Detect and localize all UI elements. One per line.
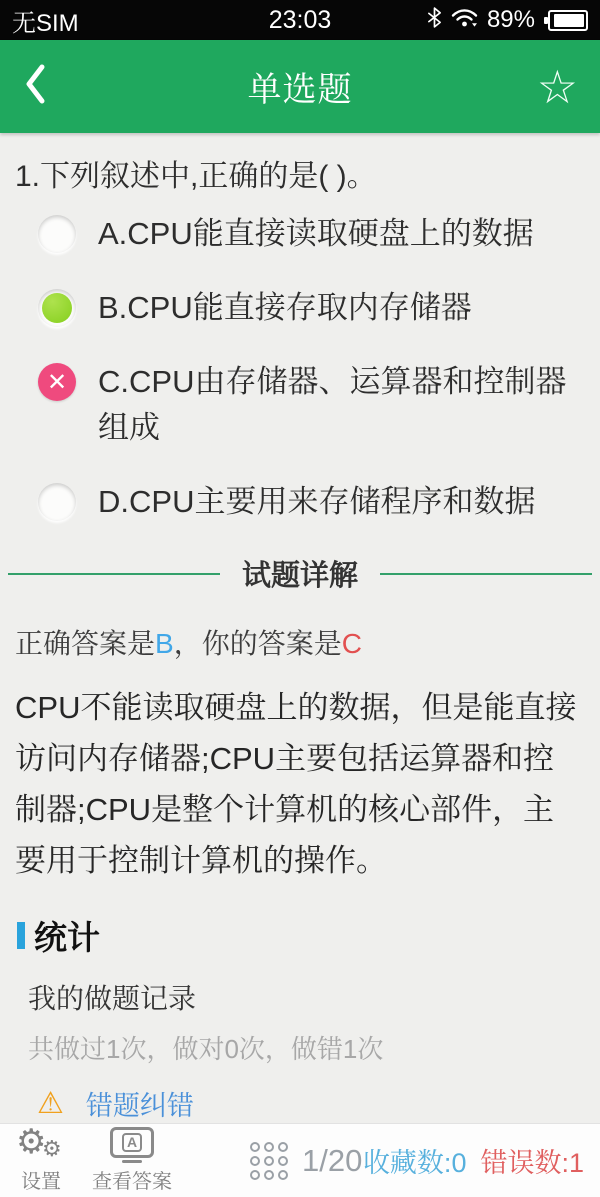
error-correction-link[interactable]	[17, 1066, 585, 1123]
answer-summary	[0, 594, 600, 662]
option-c-label: C.CPU由存储器、运算器和控制器组成	[98, 364, 567, 445]
answer-prefix: 正确答案是	[15, 628, 156, 659]
battery-percent-label: 89%	[486, 6, 535, 33]
favorite-button[interactable]	[536, 59, 578, 114]
error-correction-label: 错题纠错	[85, 1091, 194, 1121]
carrier-label: 无SIM	[12, 9, 79, 37]
status-icons	[427, 5, 588, 35]
divider-line	[380, 573, 592, 575]
radio-unselected-icon	[38, 483, 76, 521]
wifi-icon	[451, 7, 478, 33]
back-button[interactable]	[22, 59, 66, 115]
stats-title: 统计	[34, 919, 100, 956]
option-a-label: A.CPU能直接读取硬盘上的数据	[98, 216, 534, 251]
settings-label: 设置	[21, 1171, 61, 1193]
option-b[interactable]	[38, 285, 585, 331]
record-title: 我的做题记录	[28, 983, 197, 1014]
warning-triangle-icon: ⚠	[37, 1085, 64, 1121]
stats-section	[0, 886, 600, 1123]
your-answer-letter: C	[341, 628, 362, 659]
record-summary: 共做过1次，做对0次，做错1次	[28, 1034, 384, 1064]
chevron-left-icon	[22, 62, 48, 111]
question-text: 1.下列叙述中,正确的是( )。	[15, 160, 377, 193]
view-answers-button[interactable]	[92, 1127, 172, 1194]
settings-button[interactable]	[16, 1122, 66, 1194]
option-d-label: D.CPU主要用来存储程序和数据	[98, 484, 536, 519]
option-b-label: B.CPU能直接存取内存储器	[98, 290, 472, 325]
radio-correct-icon	[38, 289, 76, 327]
gears-icon: ⚙ ⚙	[16, 1122, 62, 1162]
monitor-a-icon: A	[110, 1127, 154, 1163]
bottom-toolbar	[0, 1123, 600, 1197]
radio-unselected-icon	[38, 215, 76, 253]
app-header	[0, 40, 600, 133]
x-icon	[38, 363, 76, 401]
question-content	[0, 133, 600, 1123]
errors-count[interactable]: 错误数:1	[480, 1148, 584, 1178]
battery-icon	[548, 10, 588, 31]
question-pager-button[interactable]	[250, 1142, 362, 1180]
grid-dots-icon	[250, 1142, 288, 1180]
explanation-text: CPU不能读取硬盘上的数据，但是能直接访问内存储器;CPU主要包括运算器和控制器;CPU是整个计算机的核心部件，主要用于控制计算机的操作。	[15, 690, 577, 878]
correct-answer-letter: B	[155, 628, 174, 659]
radio-wrong-icon	[38, 363, 76, 401]
detail-section-title: 试题详解	[242, 560, 359, 592]
option-d[interactable]	[38, 479, 585, 525]
option-a[interactable]	[38, 211, 585, 257]
status-bar	[0, 0, 600, 40]
bluetooth-icon	[427, 5, 442, 35]
detail-section-divider	[8, 553, 592, 594]
view-answers-label: 查看答案	[92, 1171, 172, 1193]
page-title: 单选题	[247, 71, 353, 109]
star-outline-icon: ☆	[536, 59, 578, 114]
answer-infix: ，你的答案是	[173, 628, 342, 659]
option-c[interactable]	[38, 359, 585, 451]
clock: 23:03	[268, 5, 332, 34]
stats-accent-bar	[17, 922, 25, 949]
pager-position: 1/20	[302, 1142, 363, 1178]
stats-heading	[17, 912, 585, 959]
counters	[363, 1141, 584, 1180]
favorites-count[interactable]: 收藏数:0	[362, 1148, 467, 1178]
options-list	[0, 199, 600, 525]
divider-line	[8, 573, 220, 575]
